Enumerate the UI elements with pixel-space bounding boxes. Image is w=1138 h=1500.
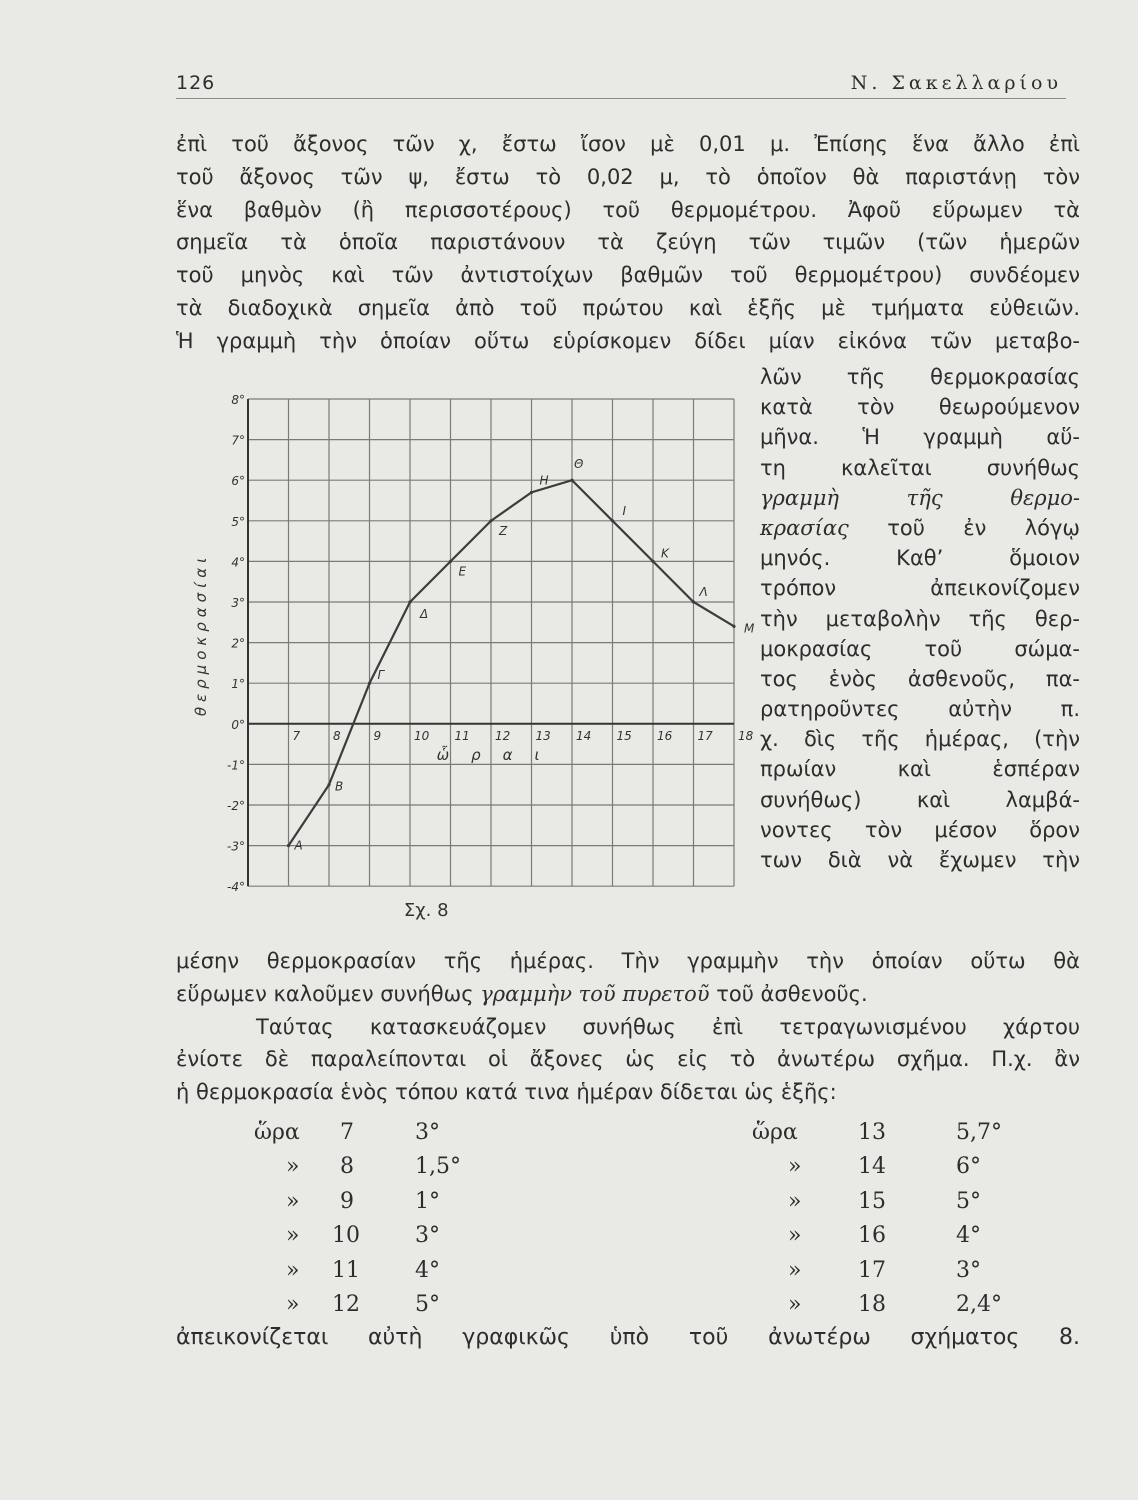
temperature-value: 2,4° [956,1291,1002,1317]
x-tick-label: 16 [657,728,673,743]
temperature-value: 3° [415,1120,440,1145]
text-line: τὰ διαδοχικὰ σημεῖα ἀπὸ τοῦ πρώτου καὶ ἑξῆς μὲ τμήματα εὐθειῶν. [176,295,1080,320]
text-line: χ. δὶς τῆς ἡμέρας, (τὴν [760,727,1080,752]
text-line: τος ἑνὸς ἀσθενοῦς, πα- [760,666,1080,691]
y-axis-title: θερμοκρασίαι [192,552,210,717]
x-tick-label: 18 [738,728,754,743]
hour-value: 12 [332,1291,360,1317]
data-point [651,560,654,563]
point-label: Δ [420,607,429,621]
hour-word: ὥρα [752,1120,798,1145]
temperature-chart [170,385,760,925]
temperature-value: 1,5° [415,1154,461,1180]
y-tick-label: 2° [231,636,245,651]
ditto-mark: » [788,1291,802,1317]
temperature-value: 1° [415,1188,440,1214]
temperature-value: 5° [956,1188,981,1214]
data-point [449,560,452,563]
y-tick-label: 1° [231,677,245,692]
temperature-figure [170,385,760,925]
data-point [327,783,330,786]
text-line: μηνός. Καθ’ ὅμοιον [760,546,1080,571]
figure-caption: Σχ. 8 [403,900,449,922]
point-label: Ε [458,564,467,579]
text-line: συνήθως) καὶ λαμβά- [760,787,1080,812]
table-row [240,1258,1060,1292]
text-line: μέσην θερμοκρασίαν τῆς ἡμέρας. Τὴν γραμμὴν τὴν ὁποίαν οὕτω θὰ [176,949,1080,973]
ditto-mark: » [286,1257,300,1283]
page-number: 126 [176,72,216,94]
y-tick-label: 5° [231,514,245,529]
data-point [489,519,492,522]
x-tick-label: 11 [454,728,470,743]
hour-value: 14 [858,1154,886,1180]
text-line: λῶν τῆς θερμοκρασίας [760,365,1080,389]
page-header [176,72,1066,99]
y-tick-label: -4° [227,880,245,895]
hour-value: 16 [858,1223,886,1249]
hour-value: 8 [340,1154,354,1180]
temperature-value: 6° [956,1154,981,1180]
text-line: τοῦ ἄξονος τῶν ψ, ἔστω τὸ 0,02 μ, τὸ ὁποῖον θὰ παριστάνῃ τὸν [176,164,1080,189]
y-tick-label: -2° [227,799,245,813]
term-italic: γραμμὴ τῆς θερμο- [760,485,1080,510]
ditto-mark: » [788,1223,802,1249]
hour-value: 11 [332,1257,360,1283]
text-line: ρατηροῦντες αὐτὴν π. [760,697,1080,722]
point-label: Θ [574,457,584,472]
hour-word: ὥρα [254,1120,300,1145]
x-tick-label: 12 [495,728,511,743]
x-tick-label: 13 [535,728,551,743]
table-row [240,1223,1060,1257]
x-tick-label: 9 [373,728,382,743]
data-point [530,491,533,494]
text-line: των διὰ νὰ ἔχωμεν τὴν [760,848,1080,872]
temperature-value: 5,7° [956,1120,1002,1145]
term-italic: κρασίας [760,515,849,540]
point-label: Ι [622,503,627,518]
table-row [240,1154,1060,1188]
text-line: ἕνα βαθμὸν (ἢ περισσοτέρους) τοῦ θερμομέτρου. Ἀφοῦ εὕρωμεν τὰ [176,197,1080,222]
ditto-mark: » [788,1154,802,1180]
temperature-value: 4° [415,1257,440,1283]
hour-value: 15 [858,1188,886,1214]
temperature-value: 3° [956,1257,981,1283]
point-label: Λ [699,585,708,599]
y-tick-label: -1° [227,758,245,773]
text-line: μοκρασίας τοῦ σώμα- [760,636,1080,661]
text-line: τοῦ μηνὸς καὶ τῶν ἀντιστοίχων βαθμῶν τοῦ θερμομέτρου) συνδέομεν [176,263,1080,288]
running-head: Ν. Σακελλαρίου [850,72,1062,94]
ditto-mark: » [286,1291,300,1317]
text-line: ἀπεικονίζεται αὐτὴ γραφικῶς ὑπὸ τοῦ ἀνωτέρω σχήματος 8. [176,1325,1080,1350]
ditto-mark: » [286,1223,300,1249]
point-label: Α [294,838,303,853]
data-point [408,600,411,603]
data-point [692,600,695,603]
text-line: ἐνίοτε δὲ παραλείπονται οἱ ἄξονες ὡς εἰς τὸ ἀνωτέρω σχῆμα. Π.χ. ἂν [176,1047,1080,1072]
text-line: τρόπον ἀπεικονίζομεν [760,576,1080,601]
ditto-mark: » [788,1257,802,1283]
text-line: μῆνα. Ἡ γραμμὴ αὕ- [760,425,1080,450]
y-tick-label: 0° [231,717,245,732]
data-point [732,625,735,628]
y-tick-label: 7° [231,433,245,448]
text-fragment: εὕρωμεν καλοῦμεν συνήθως [176,981,481,1006]
y-tick-label: 4° [231,555,245,570]
point-label: Κ [661,546,669,561]
text-line: τὴν μεταβολὴν τῆς θερ- [760,606,1080,631]
hour-value: 13 [858,1120,886,1145]
ditto-mark: » [286,1188,300,1214]
text-line: Ταύτας κατασκευάζομεν συνήθως ἐπὶ τετραγωνισμένου χάρτου [256,1014,1080,1039]
x-tick-label: 17 [697,728,713,743]
data-point [368,682,371,685]
term-italic: γραμμὴν τοῦ πυρετοῦ [480,981,710,1006]
point-label: Β [335,779,344,794]
side-column-text [760,362,1080,875]
hour-value: 7 [340,1120,354,1145]
temperature-line [289,480,735,845]
x-tick-label: 10 [414,728,430,743]
intro-paragraph [176,128,1080,358]
table-row [240,1189,1060,1223]
ditto-mark: » [788,1188,802,1214]
data-point [570,479,573,482]
text-line: τη καλεῖται συνήθως [760,455,1080,480]
text-line [760,513,1080,543]
text-line: κατὰ τὸν θεωρούμενον [760,395,1080,420]
x-tick-label: 14 [576,728,592,743]
temperature-table [240,1120,1060,1326]
text-line: νοντες τὸν μέσον ὅρον [760,817,1080,842]
data-point [287,844,290,847]
y-tick-label: -3° [227,839,245,854]
point-label: Η [539,473,549,488]
data-point [611,519,614,522]
temperature-value: 4° [956,1223,981,1249]
x-tick-label: 7 [292,728,301,743]
table-row [240,1120,1060,1154]
text-line: σημεῖα τὰ ὁποῖα παριστάνουν τὰ ζεύγη τῶν τιμῶν (τῶν ἡμερῶν [176,230,1080,255]
hour-value: 10 [332,1223,360,1249]
after-figure-paragraph [176,945,1080,1109]
text-fragment: τοῦ ἐν λόγῳ [848,515,1080,540]
hour-value: 9 [340,1188,354,1214]
point-label: Γ [377,668,385,683]
text-line [176,978,1080,1011]
temperature-value: 3° [415,1223,440,1249]
y-tick-label: 8° [231,393,245,407]
text-line: ἡ θερμοκρασία ἑνὸς τόπου κατά τινα ἡμέραν δίδεται ὡς ἑξῆς: [176,1080,837,1105]
point-label: Μ [744,621,755,636]
ditto-mark: » [286,1154,300,1180]
text-line: Ἡ γραμμὴ τὴν ὁποίαν οὕτω εὑρίσκομεν δίδει μίαν εἰκόνα τῶν μεταβο- [176,328,1080,353]
y-tick-label: 3° [231,596,245,610]
y-tick-label: 6° [231,474,245,489]
point-label: Ζ [499,523,508,538]
closing-paragraph [176,1322,1080,1355]
hour-value: 18 [858,1291,886,1317]
text-fragment: τοῦ ἀσθενοῦς. [709,981,868,1006]
x-tick-label: 8 [333,728,341,743]
text-line: πρωίαν καὶ ἑσπέραν [760,757,1080,782]
x-tick-label: 15 [616,728,632,743]
text-line: ἐπὶ τοῦ ἄξονος τῶν χ, ἔστω ἴσον μὲ 0,01 μ. Ἐπίσης ἕνα ἄλλο ἐπὶ [176,132,1080,156]
x-axis-title: ὧραι [436,745,562,764]
hour-value: 17 [858,1257,886,1283]
temperature-value: 5° [415,1291,440,1317]
